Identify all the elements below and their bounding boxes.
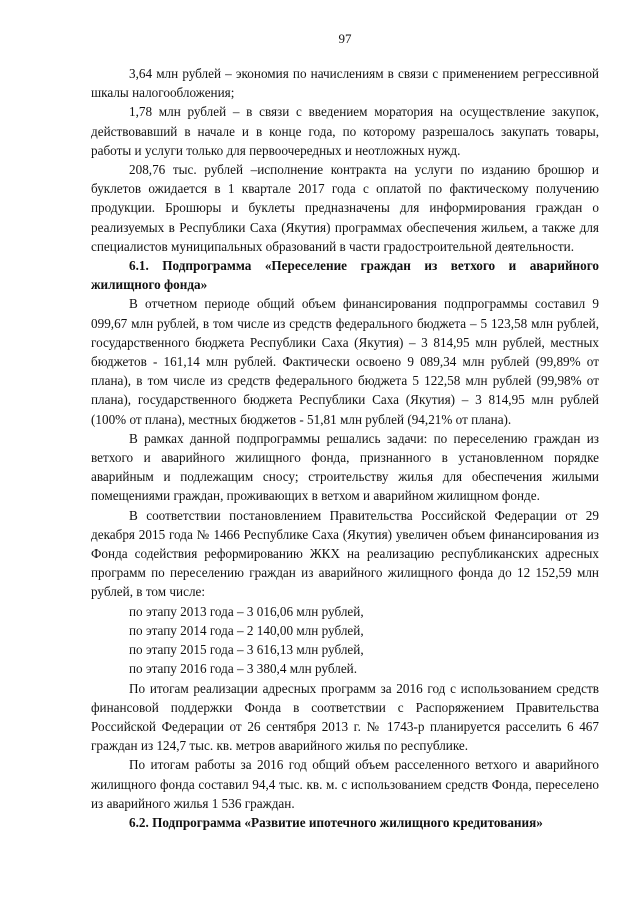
- stage-item: по этапу 2016 года – 3 380,4 млн рублей.: [129, 661, 358, 677]
- paragraph-tasks: В рамках данной подпрограммы решались задачи: по переселению граждан из ветхого и аварийного жилищного фонда, признанного в установленном порядке аварийным и подлежащим сносу; строительству жилья для обеспечения жилыми помещениями граждан, проживающих в ветхом и аварийном жилищном фонде.: [91, 430, 599, 504]
- paragraph-economy-taxation: 3,64 млн рублей – экономия по начислениям в связи с применением регрессивной шкалы налогообложения;: [91, 66, 599, 101]
- document-page: [91, 30, 599, 832]
- paragraph-moratorium: 1,78 млн рублей – в связи с введением моратория на осуществление закупок, действовавший в начале и в конце года, по которому разрешалось закупать товары, работы и услуги только для первоочередных и неотложных нужд.: [91, 104, 599, 158]
- stage-list: [91, 602, 599, 679]
- section-heading-6-1: 6.1. Подпрограмма «Переселение граждан из ветхого и аварийного жилищного фонда»: [91, 258, 599, 293]
- section-heading-6-2: 6.2. Подпрограмма «Развитие ипотечного жилищного кредитования»: [129, 814, 543, 830]
- page-number: 97: [338, 31, 352, 46]
- paragraph-financing: В отчетном периоде общий объем финансирования подпрограммы составил 9 099,67 млн рублей, в том числе из средств федерального бюджета – 5 123,58 млн рублей, государственного бюджета Республики Саха (Якутия) – 3 814,95 млн рублей, местных бюджетов - 161,14 млн рублей. Фактически освоено 9 089,34 млн рублей (99,89% от плана), в том числе из средств федерального бюджета 5 122,58 млн рублей (99,98% от плана), государственного бюджета Республики Саха (Якутия) – 3 814,95 млн рублей (100% от плана), местных бюджетов - 51,81 млн рублей (94,21% от плана).: [91, 296, 599, 427]
- stage-item: по этапу 2014 года – 2 140,00 млн рублей,: [129, 622, 364, 638]
- paragraph-program-results: По итогам реализации адресных программ за 2016 год с использованием средств финансовой поддержки Фонда в соответствии с Распоряжением Правительства Российской Федерации от 26 сентября 2013 г. № 1743-р планируется расселить 6 467 граждан из 124,7 тыс. кв. метров аварийного жилья по республике.: [91, 680, 599, 754]
- paragraph-government-decree: В соответствии постановлением Правительства Российской Федерации от 29 декабря 2015 года № 1466 Республике Саха (Якутия) увеличен объем финансирования из Фонда содействия реформированию ЖКХ на реализацию республиканских адресных программ по переселению граждан из аварийного жилищного фонда до 12 152,59 млн рублей, в том числе:: [91, 507, 599, 600]
- paragraph-brochures: 208,76 тыс. рублей –исполнение контракта на услуги по изданию брошюр и буклетов ожидается в 1 квартале 2017 года с оплатой по фактическому получению продукции. Брошюры и буклеты предназначены для информирования граждан о реализуемых в Республики Саха (Якутия) программах обеспечения жильем, а также для специалистов муниципальных образований в части градостроительной деятельности.: [91, 162, 599, 254]
- stage-item: по этапу 2015 года – 3 616,13 млн рублей,: [129, 642, 364, 658]
- paragraph-resettlement-totals: По итогам работы за 2016 год общий объем расселенного ветхого и аварийного жилищного фонда составил 94,4 тыс. кв. м. с использованием средств Фонда, переселено из аварийного жилья 1 536 граждан.: [91, 757, 599, 811]
- stage-item: по этапу 2013 года – 3 016,06 млн рублей,: [129, 603, 364, 619]
